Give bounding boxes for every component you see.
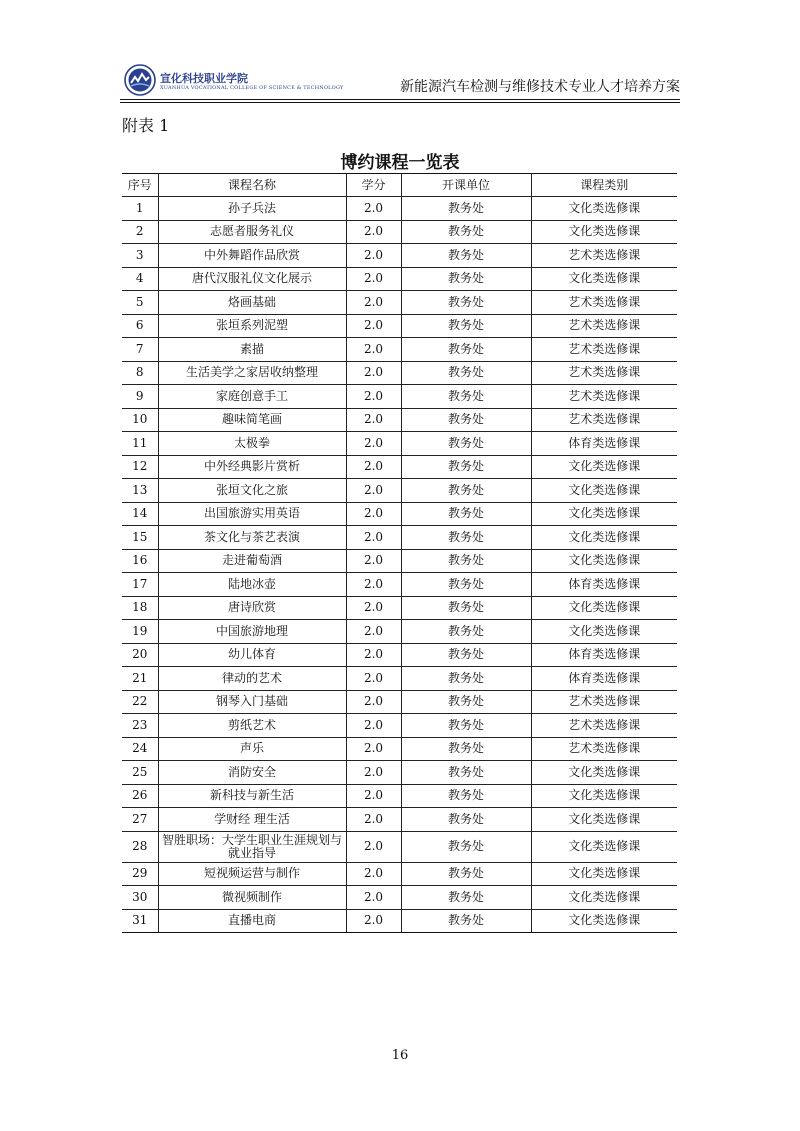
cell-department: 教务处 — [401, 197, 531, 221]
cell-index: 12 — [122, 455, 158, 479]
table-row — [122, 737, 677, 761]
cell-course-name: 声乐 — [158, 737, 346, 761]
cell-category: 体育类选修课 — [531, 432, 677, 456]
cell-course-name: 家庭创意手工 — [158, 385, 346, 409]
cell-category: 文化类选修课 — [531, 220, 677, 244]
cell-category: 体育类选修课 — [531, 667, 677, 691]
cell-credit: 2.0 — [346, 831, 401, 862]
cell-department: 教务处 — [401, 455, 531, 479]
cell-index: 31 — [122, 909, 158, 933]
cell-category: 文化类选修课 — [531, 267, 677, 291]
table-row — [122, 197, 677, 221]
cell-credit: 2.0 — [346, 220, 401, 244]
cell-credit: 2.0 — [346, 267, 401, 291]
school-name-en: XUANHUA VOCATIONAL COLLEGE OF SCIENCE & TECHNOLOGY — [160, 85, 344, 91]
table-row — [122, 573, 677, 597]
cell-department: 教务处 — [401, 385, 531, 409]
table-row — [122, 886, 677, 910]
cell-department: 教务处 — [401, 526, 531, 550]
cell-index: 11 — [122, 432, 158, 456]
header-rule-thin — [120, 102, 680, 103]
cell-course-name: 志愿者服务礼仪 — [158, 220, 346, 244]
table-row — [122, 808, 677, 832]
table-row — [122, 862, 677, 886]
cell-index: 10 — [122, 408, 158, 432]
cell-department: 教务处 — [401, 291, 531, 315]
cell-index: 5 — [122, 291, 158, 315]
cell-category: 文化类选修课 — [531, 808, 677, 832]
table-row — [122, 690, 677, 714]
cell-index: 4 — [122, 267, 158, 291]
cell-department: 教务处 — [401, 808, 531, 832]
cell-department: 教务处 — [401, 886, 531, 910]
cell-course-name: 中国旅游地理 — [158, 620, 346, 644]
cell-category: 文化类选修课 — [531, 909, 677, 933]
cell-credit: 2.0 — [346, 197, 401, 221]
cell-course-name: 走进葡萄酒 — [158, 549, 346, 573]
cell-credit: 2.0 — [346, 573, 401, 597]
cell-credit: 2.0 — [346, 737, 401, 761]
cell-credit: 2.0 — [346, 596, 401, 620]
table-row — [122, 385, 677, 409]
school-name: 宣化科技职业学院 — [160, 72, 248, 85]
cell-credit: 2.0 — [346, 667, 401, 691]
cell-department: 教务处 — [401, 479, 531, 503]
cell-department: 教务处 — [401, 314, 531, 338]
cell-index: 30 — [122, 886, 158, 910]
cell-credit: 2.0 — [346, 761, 401, 785]
cell-course-name: 张垣文化之旅 — [158, 479, 346, 503]
cell-category: 艺术类选修课 — [531, 737, 677, 761]
cell-course-name: 消防安全 — [158, 761, 346, 785]
cell-category: 体育类选修课 — [531, 573, 677, 597]
cell-department: 教务处 — [401, 549, 531, 573]
cell-category: 艺术类选修课 — [531, 714, 677, 738]
table-row — [122, 432, 677, 456]
table-row — [122, 338, 677, 362]
cell-department: 教务处 — [401, 909, 531, 933]
cell-category: 艺术类选修课 — [531, 408, 677, 432]
cell-index: 22 — [122, 690, 158, 714]
cell-department: 教务处 — [401, 432, 531, 456]
cell-credit: 2.0 — [346, 643, 401, 667]
cell-index: 1 — [122, 197, 158, 221]
cell-course-name: 生活美学之家居收纳整理 — [158, 361, 346, 385]
table-row — [122, 549, 677, 573]
table-row — [122, 291, 677, 315]
cell-index: 8 — [122, 361, 158, 385]
cell-course-name: 学财经 理生活 — [158, 808, 346, 832]
cell-department: 教务处 — [401, 502, 531, 526]
cell-category: 文化类选修课 — [531, 197, 677, 221]
cell-category: 体育类选修课 — [531, 643, 677, 667]
table-row — [122, 667, 677, 691]
cell-department: 教务处 — [401, 596, 531, 620]
cell-course-name: 茶文化与茶艺表演 — [158, 526, 346, 550]
cell-index: 17 — [122, 573, 158, 597]
table-row — [122, 502, 677, 526]
cell-department: 教务处 — [401, 244, 531, 268]
cell-course-name: 直播电商 — [158, 909, 346, 933]
cell-category: 文化类选修课 — [531, 596, 677, 620]
cell-department: 教务处 — [401, 667, 531, 691]
cell-category: 文化类选修课 — [531, 761, 677, 785]
cell-index: 27 — [122, 808, 158, 832]
cell-credit: 2.0 — [346, 338, 401, 362]
cell-department: 教务处 — [401, 714, 531, 738]
cell-department: 教务处 — [401, 761, 531, 785]
table-body — [122, 197, 677, 933]
column-header-credit: 学分 — [346, 174, 401, 197]
cell-credit: 2.0 — [346, 784, 401, 808]
cell-course-name: 幼儿体育 — [158, 643, 346, 667]
cell-index: 14 — [122, 502, 158, 526]
cell-course-name: 趣味简笔画 — [158, 408, 346, 432]
cell-index: 3 — [122, 244, 158, 268]
cell-department: 教务处 — [401, 831, 531, 862]
cell-category: 艺术类选修课 — [531, 385, 677, 409]
cell-course-name: 陆地冰壶 — [158, 573, 346, 597]
cell-credit: 2.0 — [346, 526, 401, 550]
cell-course-name: 律动的艺术 — [158, 667, 346, 691]
cell-category: 文化类选修课 — [531, 479, 677, 503]
cell-department: 教务处 — [401, 267, 531, 291]
cell-credit: 2.0 — [346, 886, 401, 910]
table-row — [122, 314, 677, 338]
cell-department: 教务处 — [401, 220, 531, 244]
table-row — [122, 761, 677, 785]
cell-course-name: 智胜职场：大学生职业生涯规划与就业指导 — [158, 831, 346, 862]
cell-category: 艺术类选修课 — [531, 314, 677, 338]
table-row — [122, 714, 677, 738]
cell-index: 28 — [122, 831, 158, 862]
college-logo-icon — [124, 64, 156, 96]
table-row — [122, 620, 677, 644]
cell-index: 18 — [122, 596, 158, 620]
cell-department: 教务处 — [401, 620, 531, 644]
cell-department: 教务处 — [401, 737, 531, 761]
table-row — [122, 220, 677, 244]
cell-category: 文化类选修课 — [531, 455, 677, 479]
column-header-index: 序号 — [122, 174, 158, 197]
cell-department: 教务处 — [401, 338, 531, 362]
cell-index: 16 — [122, 549, 158, 573]
cell-department: 教务处 — [401, 862, 531, 886]
cell-credit: 2.0 — [346, 502, 401, 526]
cell-category: 艺术类选修课 — [531, 338, 677, 362]
cell-department: 教务处 — [401, 643, 531, 667]
table-row — [122, 643, 677, 667]
cell-course-name: 张垣系列泥塑 — [158, 314, 346, 338]
cell-index: 7 — [122, 338, 158, 362]
cell-credit: 2.0 — [346, 432, 401, 456]
cell-credit: 2.0 — [346, 455, 401, 479]
cell-course-name: 孙子兵法 — [158, 197, 346, 221]
cell-index: 9 — [122, 385, 158, 409]
cell-index: 2 — [122, 220, 158, 244]
cell-course-name: 唐代汉服礼仪文化展示 — [158, 267, 346, 291]
document-title: 新能源汽车检测与维修技术专业人才培养方案 — [400, 79, 680, 95]
cell-index: 19 — [122, 620, 158, 644]
cell-course-name: 唐诗欣赏 — [158, 596, 346, 620]
cell-credit: 2.0 — [346, 314, 401, 338]
column-header-course-name: 课程名称 — [158, 174, 346, 197]
cell-course-name: 新科技与新生活 — [158, 784, 346, 808]
cell-course-name: 出国旅游实用英语 — [158, 502, 346, 526]
page-number: 16 — [391, 1048, 409, 1063]
cell-course-name: 短视频运营与制作 — [158, 862, 346, 886]
cell-credit: 2.0 — [346, 479, 401, 503]
cell-category: 文化类选修课 — [531, 526, 677, 550]
cell-index: 29 — [122, 862, 158, 886]
cell-credit: 2.0 — [346, 862, 401, 886]
cell-category: 文化类选修课 — [531, 886, 677, 910]
table-row — [122, 909, 677, 933]
table-row — [122, 408, 677, 432]
appendix-label: 附表 1 — [122, 116, 170, 135]
table-title: 博约课程一览表 — [340, 153, 460, 173]
cell-index: 24 — [122, 737, 158, 761]
table-row — [122, 455, 677, 479]
table-row — [122, 479, 677, 503]
cell-category: 文化类选修课 — [531, 502, 677, 526]
cell-credit: 2.0 — [346, 909, 401, 933]
course-table — [122, 173, 677, 933]
cell-credit: 2.0 — [346, 385, 401, 409]
table-row — [122, 244, 677, 268]
column-header-department: 开课单位 — [401, 174, 531, 197]
cell-course-name: 中外舞蹈作品欣赏 — [158, 244, 346, 268]
cell-index: 23 — [122, 714, 158, 738]
column-header-category: 课程类别 — [531, 174, 677, 197]
cell-credit: 2.0 — [346, 620, 401, 644]
cell-index: 20 — [122, 643, 158, 667]
cell-index: 25 — [122, 761, 158, 785]
cell-course-name: 太极拳 — [158, 432, 346, 456]
cell-category: 文化类选修课 — [531, 862, 677, 886]
table-row — [122, 596, 677, 620]
cell-credit: 2.0 — [346, 808, 401, 832]
cell-credit: 2.0 — [346, 408, 401, 432]
cell-department: 教务处 — [401, 361, 531, 385]
cell-index: 13 — [122, 479, 158, 503]
cell-department: 教务处 — [401, 573, 531, 597]
cell-credit: 2.0 — [346, 291, 401, 315]
table-row — [122, 267, 677, 291]
cell-index: 6 — [122, 314, 158, 338]
cell-index: 26 — [122, 784, 158, 808]
cell-index: 21 — [122, 667, 158, 691]
cell-course-name: 钢琴入门基础 — [158, 690, 346, 714]
cell-department: 教务处 — [401, 784, 531, 808]
cell-category: 文化类选修课 — [531, 549, 677, 573]
table-row — [122, 831, 677, 862]
cell-index: 15 — [122, 526, 158, 550]
cell-course-name: 素描 — [158, 338, 346, 362]
cell-category: 艺术类选修课 — [531, 690, 677, 714]
cell-category: 艺术类选修课 — [531, 291, 677, 315]
page-header — [120, 62, 680, 102]
cell-category: 文化类选修课 — [531, 831, 677, 862]
table-row — [122, 526, 677, 550]
cell-credit: 2.0 — [346, 714, 401, 738]
cell-credit: 2.0 — [346, 549, 401, 573]
table-row — [122, 361, 677, 385]
cell-course-name: 微视频制作 — [158, 886, 346, 910]
header-rule — [120, 99, 680, 100]
table-header-row — [122, 174, 677, 197]
cell-category: 艺术类选修课 — [531, 361, 677, 385]
cell-category: 文化类选修课 — [531, 784, 677, 808]
cell-category: 艺术类选修课 — [531, 244, 677, 268]
cell-course-name: 中外经典影片赏析 — [158, 455, 346, 479]
cell-credit: 2.0 — [346, 690, 401, 714]
cell-course-name: 剪纸艺术 — [158, 714, 346, 738]
cell-department: 教务处 — [401, 690, 531, 714]
table-row — [122, 784, 677, 808]
cell-course-name: 烙画基础 — [158, 291, 346, 315]
cell-credit: 2.0 — [346, 244, 401, 268]
cell-credit: 2.0 — [346, 361, 401, 385]
cell-category: 文化类选修课 — [531, 620, 677, 644]
cell-department: 教务处 — [401, 408, 531, 432]
